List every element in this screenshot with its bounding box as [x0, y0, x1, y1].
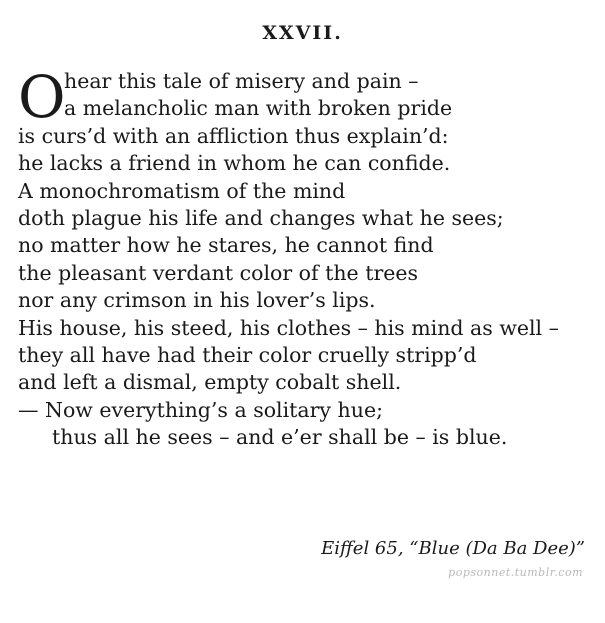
- poem-line-13: — Now everything’s a solitary hue;: [18, 397, 383, 422]
- poem-line-10: His house, his steed, his clothes – his mind as well –: [18, 315, 559, 340]
- poem-line-8: the pleasant verdant color of the trees: [18, 260, 419, 285]
- poem-line-9: nor any crimson in his lover’s lips.: [18, 288, 376, 313]
- poem-line-14: thus all he sees – and e’er shall be – is blue.: [52, 425, 508, 450]
- source-watermark: popsonnet.tumblr.com: [448, 566, 583, 579]
- poem-line-1: hear this tale of misery and pain –: [64, 69, 419, 93]
- poem-line-7: no matter how he stares, he cannot find: [18, 233, 434, 258]
- poem-line-5: A monochromatism of the mind: [18, 178, 346, 203]
- poem-line-3: is curs’d with an affliction thus explain’d:: [18, 123, 449, 148]
- poem-line-11: they all have had their color cruelly stripp’d: [18, 343, 477, 368]
- poem-line-2: a melancholic man with broken pride: [64, 96, 453, 121]
- poem-line-4: he lacks a friend in whom he can confide.: [18, 151, 451, 176]
- poem-body: [18, 63, 598, 452]
- sonnet-number-heading: XXVII.: [262, 22, 343, 44]
- drop-cap-letter: O: [18, 63, 66, 131]
- poem-line-12: and left a dismal, empty cobalt shell.: [18, 370, 402, 395]
- song-attribution: Eiffel 65, “Blue (Da Ba Dee)”: [321, 538, 585, 559]
- poem-line-6: doth plague his life and changes what he sees;: [18, 206, 504, 231]
